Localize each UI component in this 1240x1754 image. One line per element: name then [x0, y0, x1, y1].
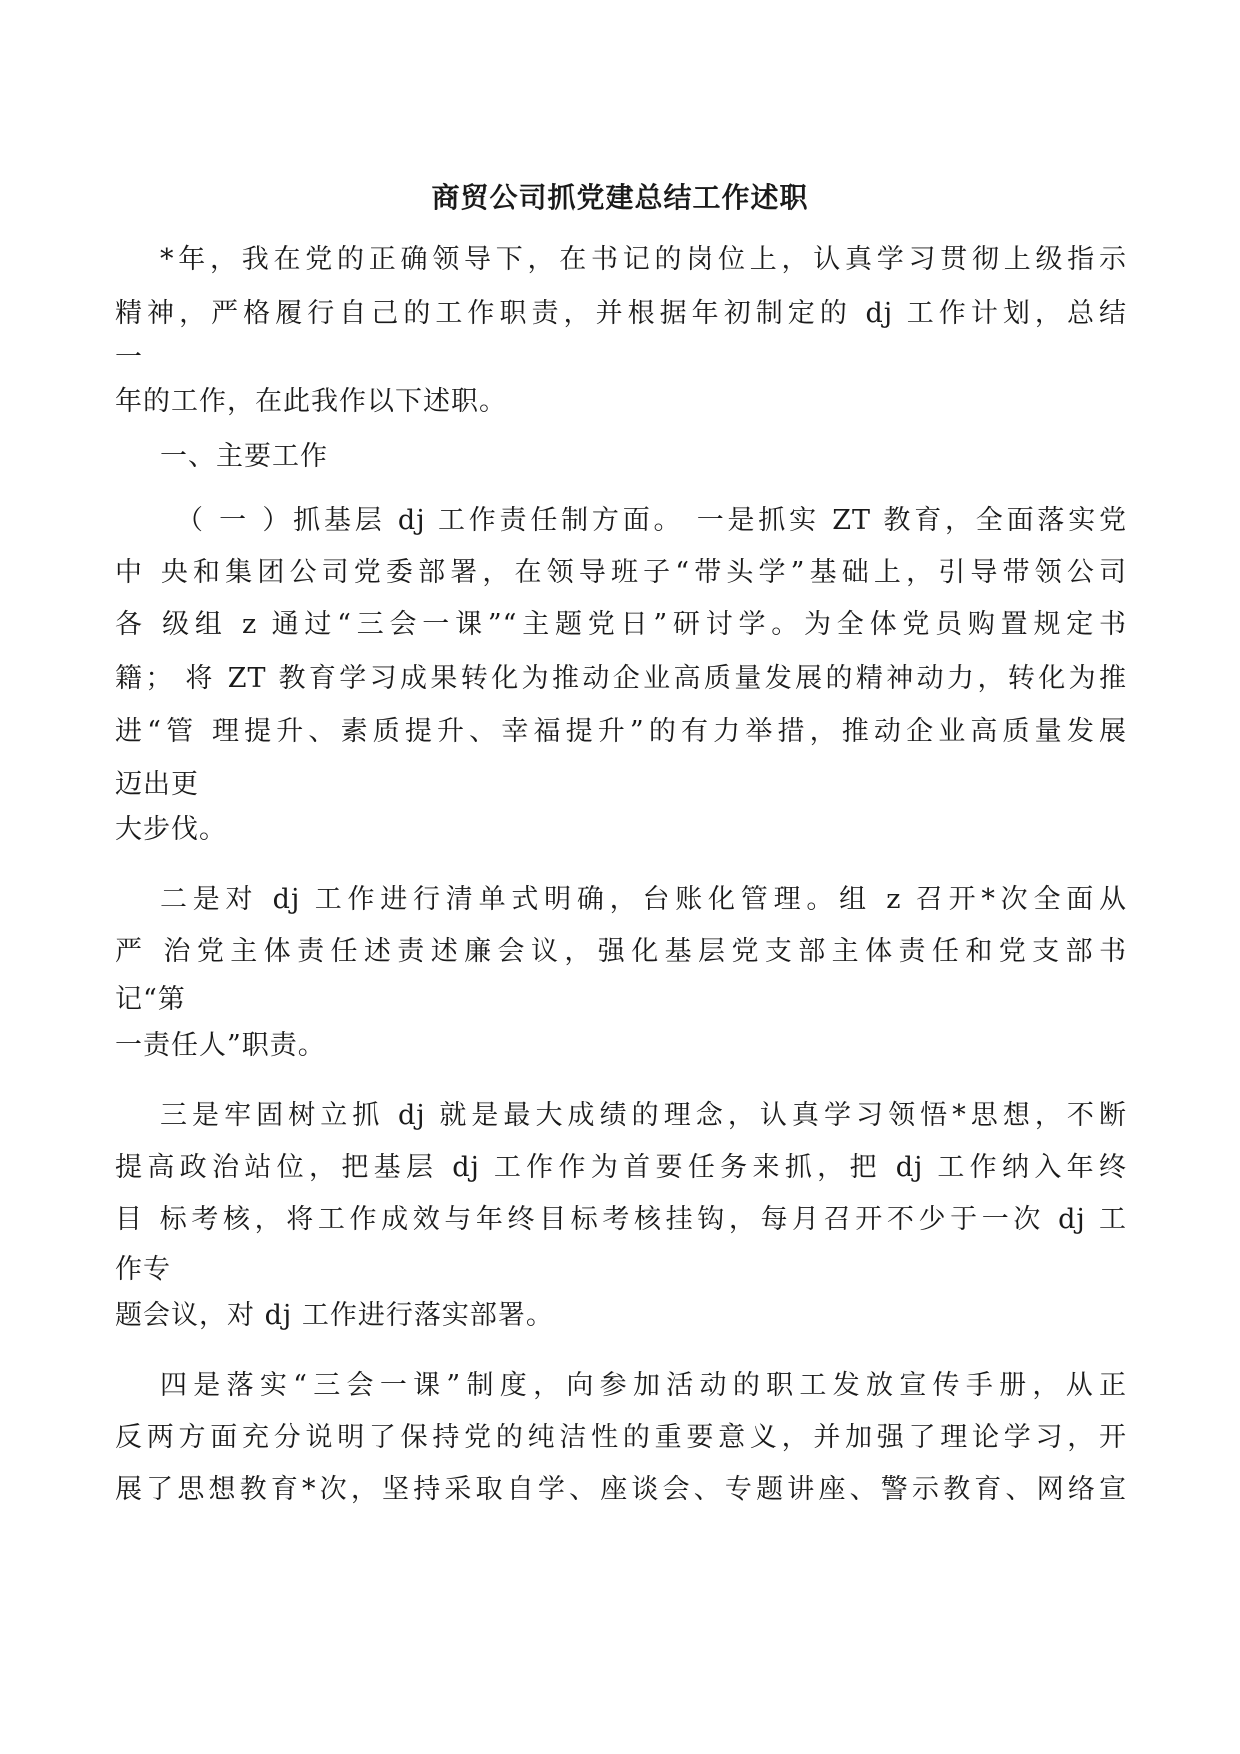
- paragraph-line: 展了思想教育*次，坚持采取自学、座谈会、专题讲座、警示教育、网络宣: [115, 1474, 1127, 1505]
- paragraph-line: 一: [115, 342, 143, 373]
- paragraph-line: 记“第: [115, 984, 186, 1015]
- paragraph-line: 三是牢固树立抓 dj 就是最大成绩的理念，认真学习领悟*思想，不断: [160, 1100, 1127, 1131]
- paragraph-line: 精神，严格履行自己的工作职责，并根据年初制定的 dj 工作计划，总结: [115, 298, 1127, 329]
- paragraph-line: 作专: [115, 1254, 171, 1285]
- paragraph-line: 二是对 dj 工作进行清单式明确，台账化管理。组 z 召开*次全面从: [160, 884, 1127, 915]
- paragraph-line: *年，我在党的正确领导下，在书记的岗位上，认真学习贯彻上级指示: [160, 244, 1127, 275]
- paragraph-line: 四是落实“三会一课”制度，向参加活动的职工发放宣传手册，从正: [160, 1370, 1127, 1401]
- paragraph-line: 严 治党主体责任述责述廉会议，强化基层党支部主体责任和党支部书: [115, 936, 1127, 967]
- paragraph-line: 一责任人”职责。: [115, 1030, 326, 1061]
- paragraph-line: 进“管 理提升、素质提升、幸福提升”的有力举措，推动企业高质量发展: [115, 716, 1127, 747]
- paragraph-line: （ 一 ）抓基层 dj 工作责任制方面。 一是抓实 ZT 教育，全面落实党: [176, 505, 1127, 536]
- paragraph-line: 目 标考核，将工作成效与年终目标考核挂钩，每月召开不少于一次 dj 工: [115, 1204, 1127, 1235]
- paragraph-line: 中 央和集团公司党委部署，在领导班子“带头学”基础上，引导带领公司: [115, 557, 1127, 588]
- paragraph-line: 各 级组 z 通过“三会一课”“主题党日”研讨学。为全体党员购置规定书: [115, 609, 1127, 640]
- document-title: 商贸公司抓党建总结工作述职: [431, 181, 809, 214]
- paragraph-line: 反两方面充分说明了保持党的纯洁性的重要意义，并加强了理论学习，开: [115, 1422, 1127, 1453]
- paragraph-line: 题会议，对 dj 工作进行落实部署。: [115, 1300, 554, 1331]
- paragraph-line: 大步伐。: [115, 814, 227, 845]
- paragraph-line: 籍； 将 ZT 教育学习成果转化为推动企业高质量发展的精神动力，转化为推: [115, 663, 1127, 694]
- section-heading: 一、主要工作: [160, 441, 328, 472]
- paragraph-line: 提高政治站位，把基层 dj 工作作为首要任务来抓，把 dj 工作纳入年终: [115, 1152, 1127, 1183]
- paragraph-line: 迈出更: [115, 769, 199, 800]
- paragraph-line: 年的工作，在此我作以下述职。: [115, 386, 507, 417]
